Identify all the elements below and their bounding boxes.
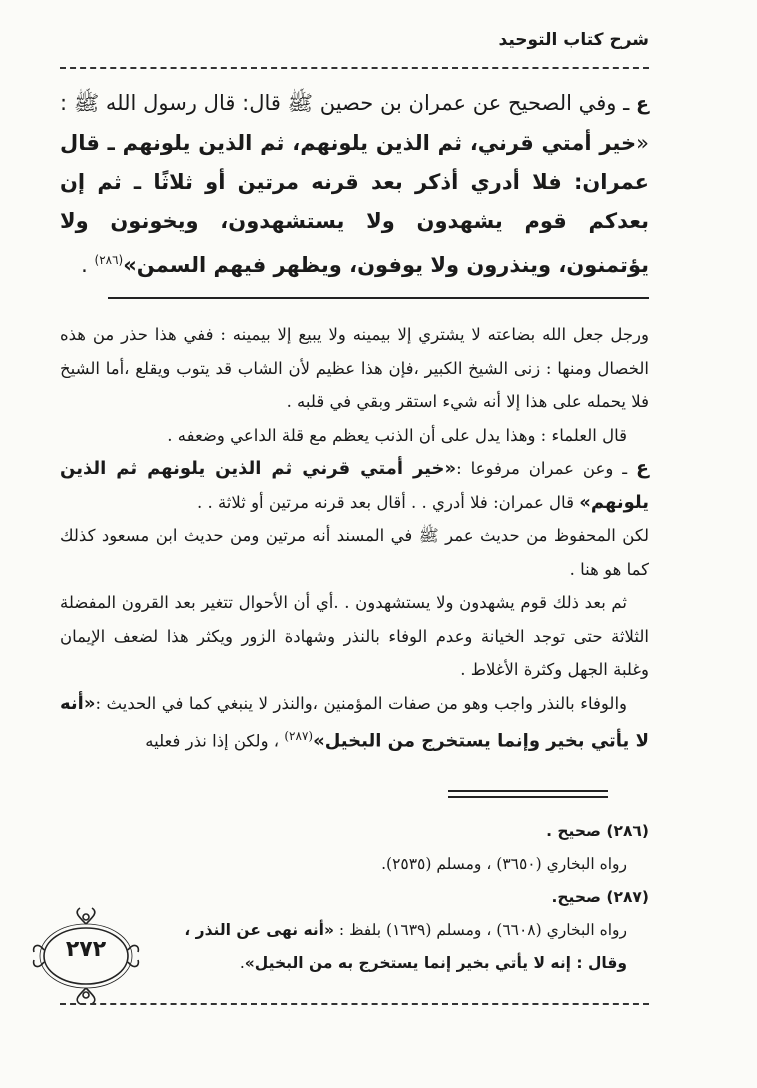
header-rule <box>60 67 649 69</box>
hadith-end: . <box>81 253 95 277</box>
commentary-paragraph <box>60 452 649 519</box>
paragraph-lead: والوفاء بالنذر واجب وهو من صفات المؤمنين ،والنذر لا ينبغي كما في الحديث : <box>95 693 627 713</box>
footnote-287 <box>160 881 649 914</box>
footnote-source-text: رواه البخاري (٦٦٠٨) ، ومسلم (١٦٣٩) بلفظ : <box>334 921 627 939</box>
footnote-ref-287: (٢٨٧) <box>284 729 314 743</box>
commentary-paragraph: ثم بعد ذلك قوم يشهدون ولا يستشهدون . .أي أن الأحوال تتغير بعد القرون المفضلة الثلاثة حتى توجد الخيانة وعدم الوفاء بالنذر وشهادة الزور ويكثر هذا لضعف الإيمان وغلبة الجهل وكثرة الأغلاط . <box>60 593 649 679</box>
footnotes <box>160 815 649 980</box>
footnote-separator <box>448 796 608 798</box>
paragraph-rest: ، ولكن إذا نذر فعليه <box>145 731 285 751</box>
footnote-ref-286: (٢٨٦) <box>94 253 124 267</box>
footnote-separator <box>448 790 608 792</box>
footnote-quote: «أنه نهى عن النذر ، وقال : إنه لا يأتي بخير إنما يستخرج به من البخيل» <box>184 921 627 972</box>
hadith-quote: «أنه لا يأتي بخير وإنما يستخرج من البخيل» <box>60 692 649 752</box>
hadith-quote: «خير أمتي قرني ثم الذين يلونهم ثم الذين يلونهم» <box>60 458 649 513</box>
footnote-number: (٢٨٧) <box>606 888 649 906</box>
footnote-number: (٢٨٦) <box>606 822 649 840</box>
footnote-end: . <box>239 954 245 972</box>
hadith-text: خير أمتي قرني، ثم الذين يلونهم، ثم الذين يلونهم ـ قال عمران: فلا أدري أذكر بعد قرنه مرتين أو ثلاثًا ـ ثم إن بعدكم قوم يشهدون ولا يستشهدون، ويخونون ولا يؤتمنون، وينذرون ولا يوفون، ويظهر فيهم السمن <box>60 131 649 277</box>
section-marker-icon: ع <box>636 93 649 115</box>
commentary-paragraph: قال العلماء : وهذا يدل على أن الذنب يعظم مع قلة الداعي وضعفه . <box>167 425 627 445</box>
hadith-close-quote: » <box>123 253 137 277</box>
commentary-paragraph <box>60 687 649 759</box>
page-number: ٢٧٢ <box>65 937 107 962</box>
footer-rule <box>60 1003 649 1005</box>
commentary-paragraph: ورجل جعل الله بضاعته لا يشتري إلا بيمينه ولا يبيع إلا بيمينه : ففي هذا حذر من هذه الخصال ومنها : زنى الشيخ الكبير ،فإن هذا عظيم لأن الشاب قد يتوب ويقلع ،أما الشيخ فلا يحمله على هذا إلا أنه شيء استقر وبقي في قلبه . <box>60 325 649 411</box>
running-header: شرح كتاب التوحيد <box>498 30 649 50</box>
hadith-section <box>60 84 649 285</box>
commentary <box>60 318 649 758</box>
footnote-grade: صحيح. <box>551 888 607 906</box>
hadith-intro: ـ وفي الصحيح عن عمران بن حصين ﷺ قال: قال رسول الله ﷺ : « <box>60 91 649 155</box>
footnote-source <box>160 914 649 980</box>
footnote-source: رواه البخاري (٣٦٥٠) ، ومسلم (٢٥٣٥). <box>381 855 627 873</box>
paragraph-lead: ـ وعن عمران مرفوعا : <box>456 459 628 478</box>
footnote-286 <box>160 815 649 848</box>
section-marker-icon: ع <box>636 457 649 479</box>
section-separator <box>108 297 649 299</box>
paragraph-rest: قال عمران: فلا أدري . . أقال بعد قرنه مرتين أو ثلاثة . . <box>196 492 580 512</box>
footnote-grade: صحيح . <box>546 822 607 840</box>
commentary-paragraph: لكن المحفوظ من حديث عمر ﷺ في المسند أنه مرتين ومن حديث ابن مسعود كذلك كما هو هنا . <box>60 526 649 579</box>
